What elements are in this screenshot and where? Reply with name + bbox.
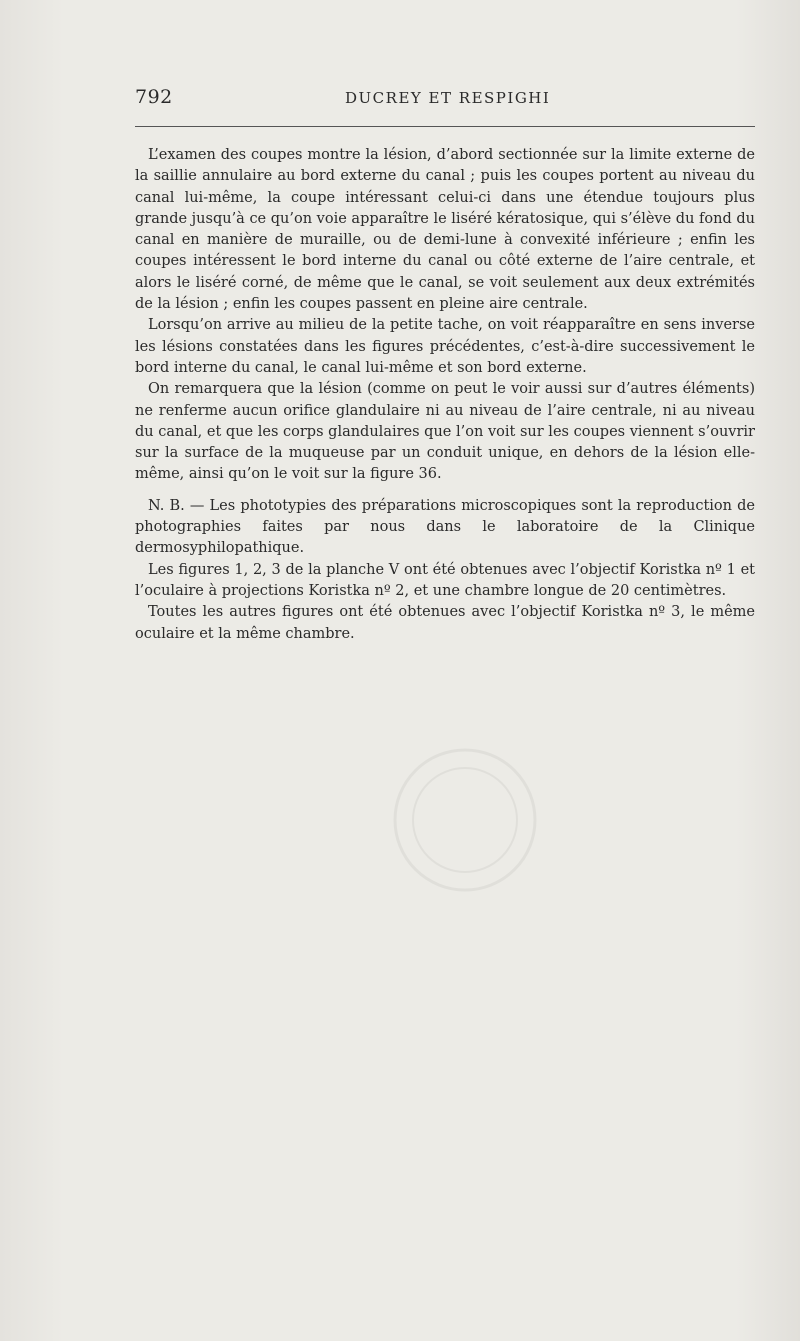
running-title: DUCREY ET RESPIGHI: [345, 89, 551, 107]
paragraph-autres-figures: Toutes les autres figures ont été obtenues avec l’objectif Koristka nº 3, le même oculaire et la même chambre.: [135, 604, 755, 642]
paragraph-remarque: On remarquera que la lésion (comme on peut le voir aussi sur d’autres éléments) ne renferme aucun orifice glandulaire ni au niveau de l’aire centrale, ni au niveau du canal, et que les corps glandulaires que l’on voit sur les coupes viennent s’ouvrir sur la surface de la muqueuse par un conduit unique, en dehors de la lésion elle-même, ainsi qu’on le voit sur la figure 36.: [135, 381, 755, 483]
header-rule: [135, 126, 755, 127]
running-head: [135, 86, 755, 116]
paragraph-milieu: Lorsqu’on arrive au milieu de la petite tache, on voit réapparaître en sens inverse les lésions constatées dans les figures précédentes, c’est-à-dire successivement le bord interne du canal, le canal lui-même et son bord externe.: [135, 317, 755, 376]
paragraph-nota-bene: N. B. — Les phototypies des préparations microscopiques sont la reproduction de photographies faites par nous dans le laboratoire de la Clinique dermosyphilopathique.: [135, 497, 755, 557]
page-number: 792: [135, 86, 173, 108]
body-text: [135, 145, 755, 645]
paragraph-figures-planche: Les figures 1, 2, 3 de la planche V ont été obtenues avec l’objectif Koristka nº 1 et l’oculaire à projections Koristka nº 2, et une chambre longue de 20 centimètres.: [135, 561, 755, 599]
paragraph-examen: L’examen des coupes montre la lésion, d’abord sectionnée sur la limite externe de la saillie annulaire au bord externe du canal ; puis les coupes portent au niveau du canal lui-même, la coupe intéressant celui-ci dans une étendue toujours plus grande jusqu’à ce qu’on voie apparaître le liséré kératosique, qui s’élève du fond du canal en manière de muraille, ou de demi-lune à convexité inférieure ; enfin les coupes intéressent le bord interne du canal ou côté externe de l’aire centrale, et alors le liséré corné, de même que le canal, se voit seulement aux deux extrémités de la lésion ; enfin les coupes passent en pleine aire centrale.: [135, 147, 755, 313]
